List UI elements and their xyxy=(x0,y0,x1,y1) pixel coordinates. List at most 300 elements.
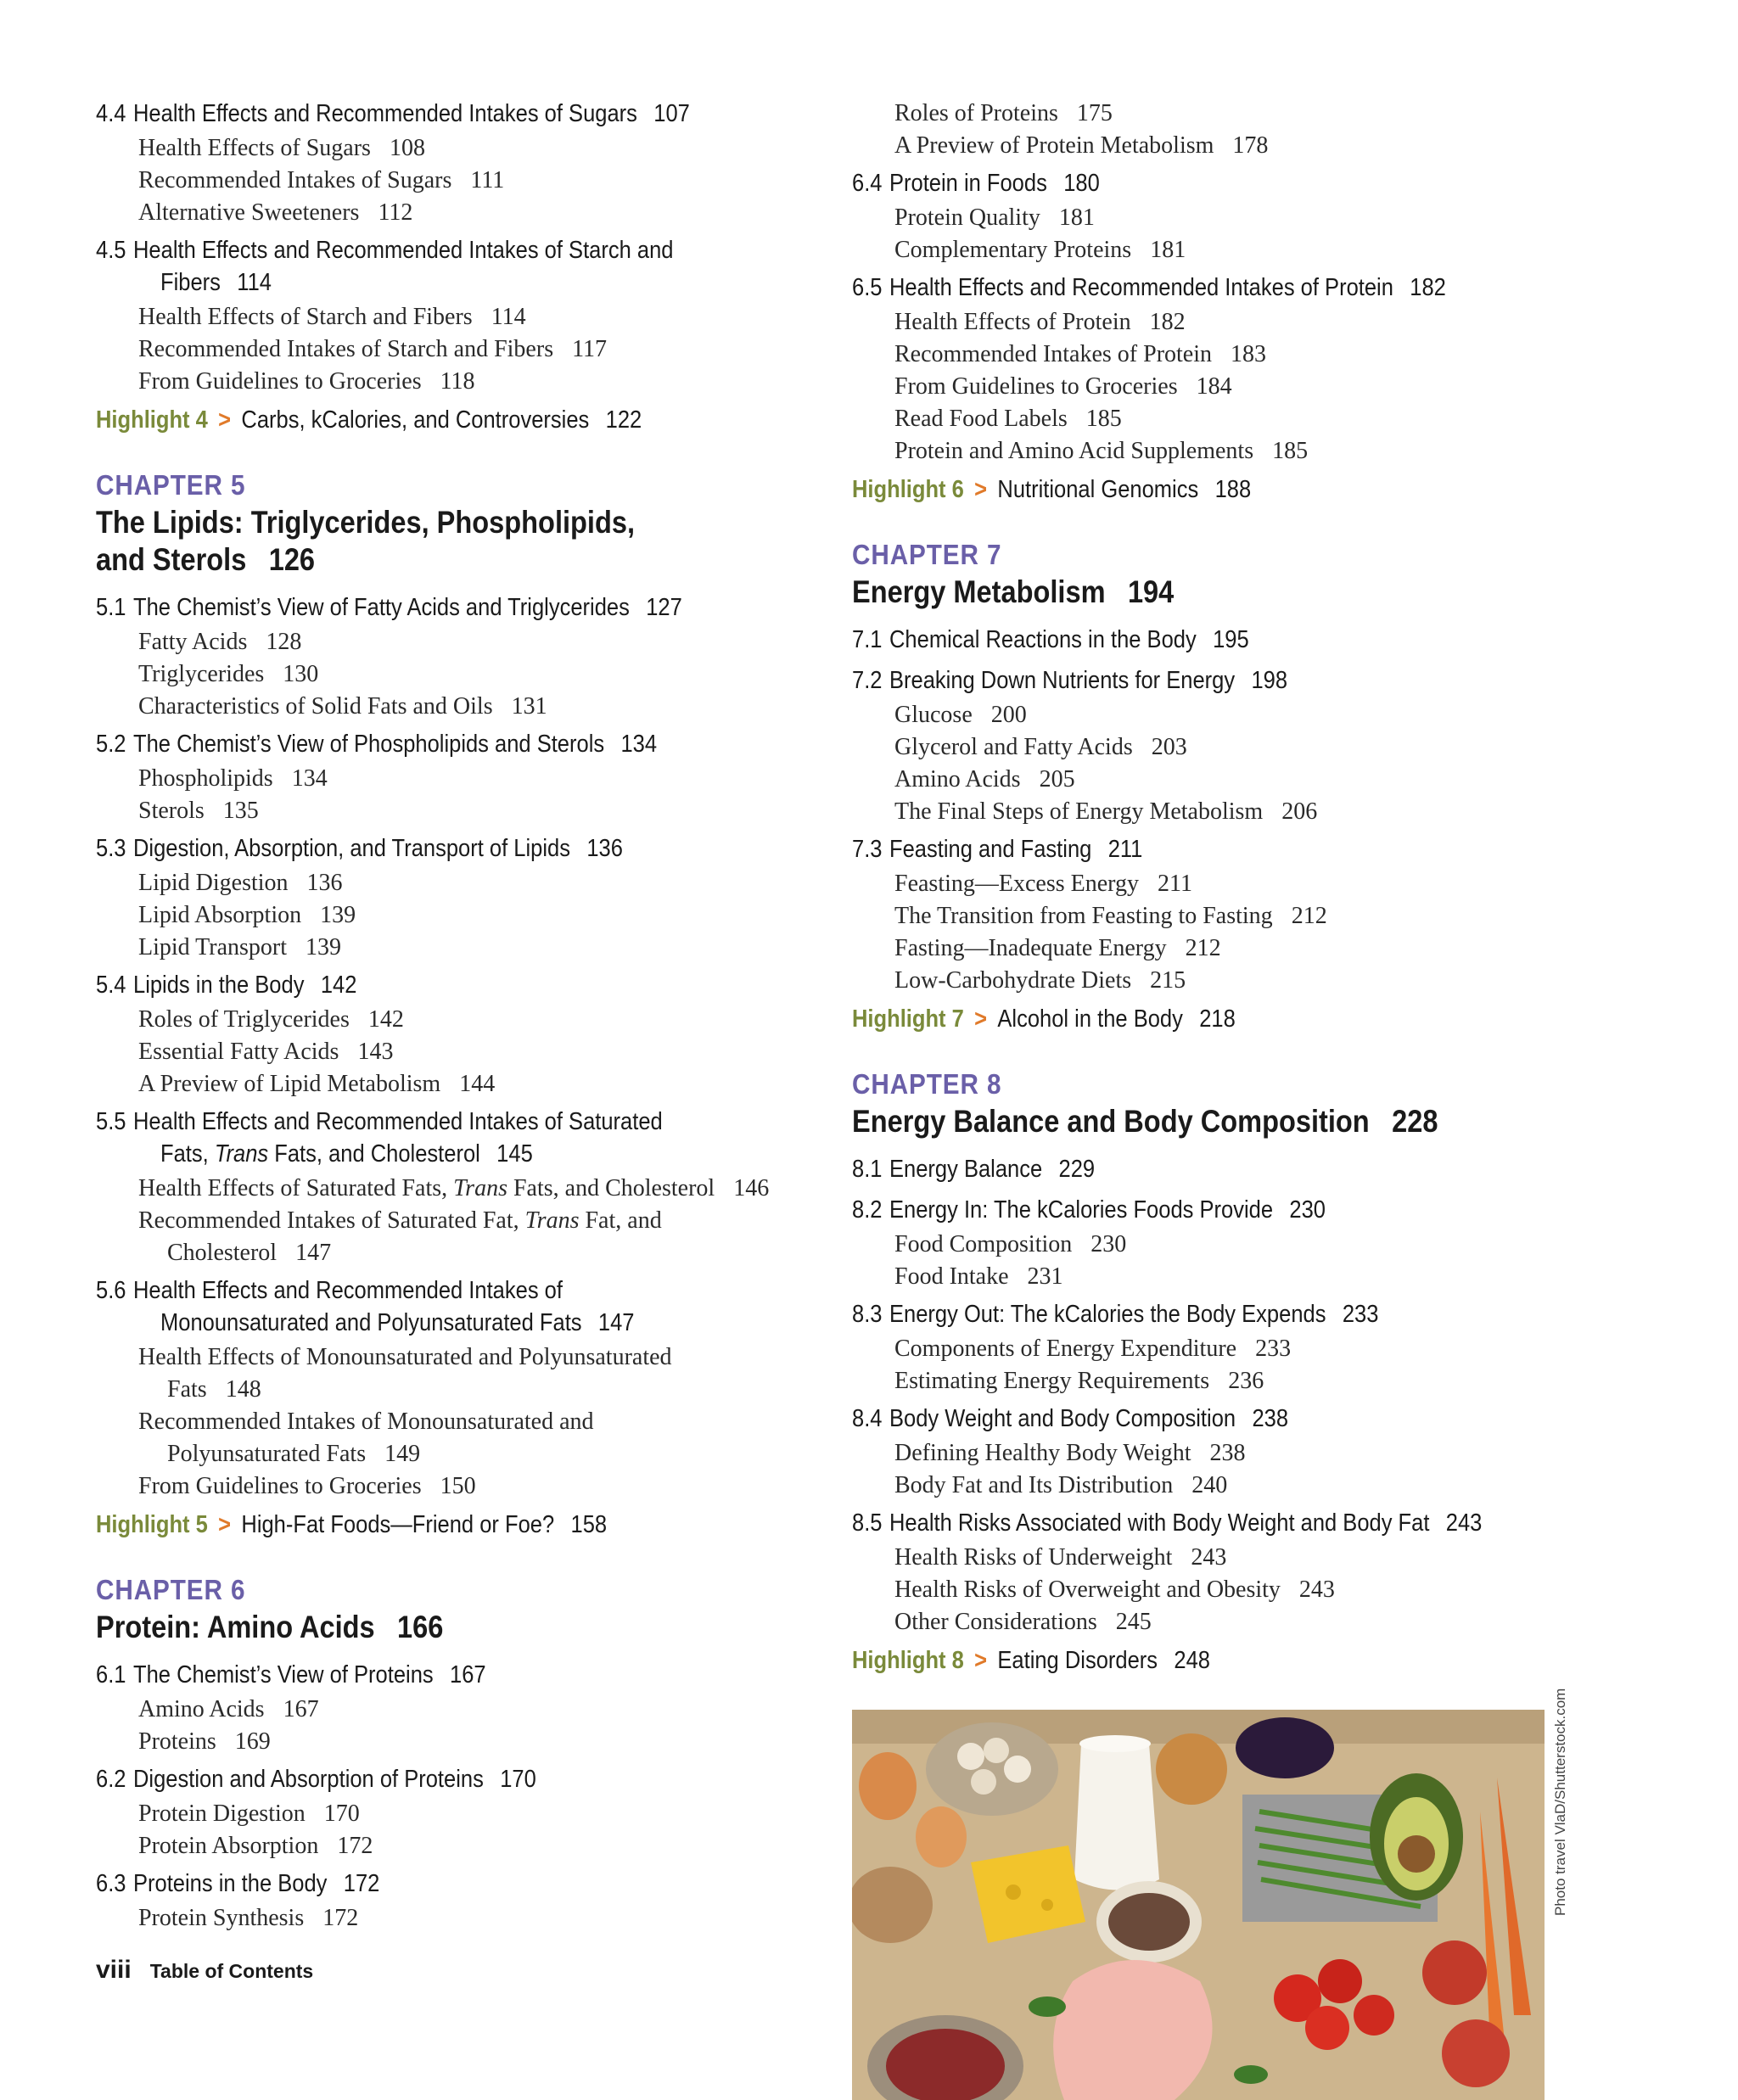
toc-subsection-entry[interactable] xyxy=(894,768,1075,792)
subsection-title: Glucose xyxy=(894,702,973,728)
page-number: 236 xyxy=(1228,1368,1264,1394)
subsection-title: Roles of Proteins xyxy=(894,100,1058,126)
page-number: 206 xyxy=(1281,798,1318,825)
page-number: 233 xyxy=(1255,1336,1292,1362)
page-number: 245 xyxy=(1115,1609,1152,1635)
subsection-title: Sterols xyxy=(138,798,205,824)
toc-subsection-entry[interactable] xyxy=(138,1834,373,1858)
page-number: 172 xyxy=(322,1905,359,1931)
page-number: 122 xyxy=(605,406,642,434)
section-number: 7.3 xyxy=(852,836,883,863)
section-title: Breaking Down Nutrients for Energy xyxy=(889,667,1236,694)
section-title: Lipids in the Body xyxy=(133,972,305,999)
subsection-title: Food Intake xyxy=(894,1263,1009,1290)
section-title: Protein in Foods xyxy=(889,170,1047,197)
toc-highlight-entry[interactable] xyxy=(96,1513,607,1537)
subsection-title: Recommended Intakes of Starch and Fibers xyxy=(138,336,554,362)
toc-subsection-entry[interactable] xyxy=(894,1474,1227,1498)
section-title: Monounsaturated and Polyunsaturated Fats xyxy=(160,1309,582,1336)
page-number: 243 xyxy=(1298,1576,1335,1603)
subsection-title: From Guidelines to Groceries xyxy=(894,373,1178,400)
toc-subsection-entry[interactable] xyxy=(138,338,607,361)
toc-section-entry-continued[interactable] xyxy=(160,271,272,295)
subsection-title: Recommended Intakes of Protein xyxy=(894,341,1213,367)
page-number: 136 xyxy=(586,835,623,862)
toc-subsection-entry[interactable] xyxy=(894,238,1186,262)
subsection-title: Fasting—Inadequate Energy xyxy=(894,935,1167,961)
subsection-title-part: Fat, and xyxy=(579,1207,662,1234)
subsection-title: Fatty Acids xyxy=(138,629,248,655)
subsection-title: Read Food Labels xyxy=(894,406,1068,432)
page-number: 127 xyxy=(646,594,682,621)
subsection-title: Phospholipids xyxy=(138,765,273,792)
subsection-title: Health Effects of Starch and Fibers xyxy=(138,304,473,330)
toc-subsection-entry[interactable] xyxy=(138,936,341,960)
section-number: 4.4 xyxy=(96,100,126,127)
section-title: Proteins in the Body xyxy=(133,1870,328,1897)
page-number: 243 xyxy=(1191,1544,1227,1571)
page-number: 108 xyxy=(389,135,425,161)
toc-subsection-entry[interactable] xyxy=(894,703,1027,727)
subsection-title: Polyunsaturated Fats xyxy=(167,1441,367,1467)
toc-section-entry[interactable] xyxy=(96,1767,536,1792)
subsection-title: Amino Acids xyxy=(894,766,1021,792)
section-title: Health Effects and Recommended Intakes of Protein xyxy=(889,274,1393,301)
page-number: 107 xyxy=(653,100,690,127)
page-footer xyxy=(96,1956,313,1985)
page-number: 188 xyxy=(1214,476,1252,503)
subsection-title: Defining Healthy Body Weight xyxy=(894,1440,1191,1466)
toc-subsection-entry[interactable] xyxy=(894,872,1192,896)
subsection-title: Alternative Sweeteners xyxy=(138,199,360,226)
toc-section-entry[interactable] xyxy=(852,1198,1326,1223)
section-number: 8.2 xyxy=(852,1196,883,1224)
running-footer-title: Table of Contents xyxy=(149,1960,314,1982)
subsection-title: Protein and Amino Acid Supplements xyxy=(894,438,1254,464)
section-title: Health Effects and Recommended Intakes of Saturated xyxy=(133,1108,663,1135)
page-number: 170 xyxy=(500,1766,536,1793)
page-number: 233 xyxy=(1342,1301,1379,1328)
section-number: 6.1 xyxy=(96,1661,126,1688)
section-number: 7.2 xyxy=(852,667,883,694)
chapter-title[interactable] xyxy=(852,576,1174,608)
toc-subsection-entry[interactable] xyxy=(138,1475,476,1498)
section-title: Energy In: The kCalories Foods Provide xyxy=(889,1196,1274,1224)
subsection-title: Essential Fatty Acids xyxy=(138,1039,339,1065)
section-title: Health Risks Associated with Body Weight and Body Fat xyxy=(889,1509,1430,1537)
toc-subsection-entry[interactable] xyxy=(138,1040,393,1064)
page-number: 147 xyxy=(597,1309,635,1336)
toc-section-entry[interactable] xyxy=(96,596,682,620)
subsection-title: Other Considerations xyxy=(894,1609,1097,1635)
page-number: 111 xyxy=(470,167,505,193)
page-number: 198 xyxy=(1251,667,1288,694)
toc-section-entry[interactable] xyxy=(852,628,1249,652)
subsection-title: Health Risks of Underweight xyxy=(894,1544,1173,1571)
toc-subsection-entry[interactable] xyxy=(138,904,356,927)
toc-subsection-entry[interactable] xyxy=(894,736,1187,759)
toc-subsection-entry[interactable] xyxy=(894,937,1221,960)
toc-subsection-entry[interactable] xyxy=(894,1233,1126,1257)
highlight-label: Highlight 6 xyxy=(852,476,964,503)
chapter-title-text: Protein: Amino Acids xyxy=(96,1610,375,1644)
highlight-title: Alcohol in the Body xyxy=(997,1005,1183,1033)
toc-subsection-entry[interactable] xyxy=(138,1008,404,1032)
page-number: 203 xyxy=(1151,734,1187,760)
toc-subsection-entry[interactable] xyxy=(138,1209,662,1233)
highlight-label: Highlight 7 xyxy=(852,1005,964,1033)
page-number: 248 xyxy=(1174,1647,1210,1674)
section-title-italic: Trans xyxy=(214,1140,269,1168)
subsection-title: Lipid Absorption xyxy=(138,902,302,928)
highlight-label: Highlight 5 xyxy=(96,1511,208,1538)
toc-subsection-entry[interactable] xyxy=(138,630,301,654)
toc-section-entry[interactable] xyxy=(852,837,1142,862)
page-number: 112 xyxy=(378,199,413,226)
toc-subsection-entry[interactable] xyxy=(894,343,1266,367)
toc-subsection-entry[interactable] xyxy=(894,440,1308,463)
toc-subsection-entry[interactable] xyxy=(894,134,1268,158)
page-number: 172 xyxy=(343,1870,380,1897)
chapter-label: CHAPTER 8 xyxy=(852,1068,1002,1100)
subsection-title: Cholesterol xyxy=(167,1240,278,1266)
toc-subsection-entry[interactable] xyxy=(894,1610,1152,1634)
section-title: Digestion and Absorption of Proteins xyxy=(133,1766,484,1793)
section-title: Digestion, Absorption, and Transport of Lipids xyxy=(133,835,570,862)
page-number: 167 xyxy=(450,1661,486,1688)
toc-subsection-entry[interactable] xyxy=(138,767,328,791)
chevron-right-icon: > xyxy=(974,476,988,503)
page-number: 130 xyxy=(283,661,319,687)
page-number: 183 xyxy=(1231,341,1267,367)
toc-subsection-entry[interactable] xyxy=(894,407,1122,431)
page-number: 238 xyxy=(1252,1405,1289,1432)
chapter-label: CHAPTER 6 xyxy=(96,1574,246,1605)
page-number: 229 xyxy=(1058,1156,1096,1183)
toc-subsection-entry[interactable] xyxy=(894,1546,1226,1570)
page-number: 181 xyxy=(1150,237,1186,263)
toc-subsection-entry[interactable] xyxy=(138,695,547,719)
toc-section-entry[interactable] xyxy=(96,973,356,998)
page-number: 238 xyxy=(1209,1440,1246,1466)
section-title: Health Effects and Recommended Intakes of xyxy=(133,1277,563,1304)
toc-subsection-entry[interactable] xyxy=(894,800,1317,824)
subsection-title: Health Risks of Overweight and Obesity xyxy=(894,1576,1281,1603)
food-photo-illustration xyxy=(852,1710,1545,2100)
subsection-title: Lipid Transport xyxy=(138,934,288,960)
toc-subsection-entry[interactable] xyxy=(138,201,412,225)
toc-subsection-entry[interactable] xyxy=(894,1265,1063,1289)
highlight-title: Nutritional Genomics xyxy=(997,476,1199,503)
page-number: 128 xyxy=(266,629,302,655)
chapter-title[interactable] xyxy=(96,507,635,538)
page-number: 139 xyxy=(320,902,356,928)
toc-subsection-entry[interactable] xyxy=(894,206,1095,230)
page-number: 117 xyxy=(572,336,608,362)
toc-highlight-entry[interactable] xyxy=(852,478,1251,502)
page-number: 243 xyxy=(1445,1509,1483,1537)
section-number: 8.3 xyxy=(852,1301,883,1328)
page-number: 195 xyxy=(1213,626,1249,653)
toc-subsection-entry[interactable] xyxy=(894,311,1186,334)
chapter-title[interactable] xyxy=(852,1106,1438,1137)
subsection-title: Components of Energy Expenditure xyxy=(894,1336,1237,1362)
section-title: Health Effects and Recommended Intakes of Sugars xyxy=(133,100,637,127)
toc-subsection-entry[interactable] xyxy=(138,1698,319,1722)
section-title: Fibers xyxy=(160,269,221,296)
toc-subsection-entry[interactable] xyxy=(894,102,1113,126)
toc-subsection-entry[interactable] xyxy=(138,137,425,160)
page-number: 205 xyxy=(1039,766,1075,792)
subsection-title: Protein Quality xyxy=(894,204,1040,231)
page-number: 194 xyxy=(1127,574,1175,609)
toc-section-entry[interactable] xyxy=(96,837,623,861)
page-number: 145 xyxy=(496,1140,533,1168)
section-number: 8.5 xyxy=(852,1509,883,1537)
chevron-right-icon: > xyxy=(974,1005,988,1033)
toc-subsection-entry[interactable] xyxy=(138,1802,360,1826)
food-photo xyxy=(852,1710,1545,2100)
subsection-title: Recommended Intakes of Monounsaturated and xyxy=(138,1408,594,1435)
photo-credit: Photo travel VlaD/Shutterstock.com xyxy=(1552,1688,1568,1916)
section-number: 5.5 xyxy=(96,1108,126,1135)
subsection-title: A Preview of Lipid Metabolism xyxy=(138,1071,441,1097)
highlight-label: Highlight 8 xyxy=(852,1647,964,1674)
highlight-title: High-Fat Foods—Friend or Foe? xyxy=(241,1511,555,1538)
chevron-right-icon: > xyxy=(218,1511,232,1538)
highlight-title: Eating Disorders xyxy=(997,1647,1158,1674)
page-number: 114 xyxy=(491,304,526,330)
toc-section-entry[interactable] xyxy=(852,669,1287,693)
toc-subsection-entry[interactable] xyxy=(894,904,1327,928)
page-number: 135 xyxy=(222,798,259,824)
chapter-title[interactable] xyxy=(96,544,315,575)
page-number: 185 xyxy=(1085,406,1122,432)
page-number: 172 xyxy=(337,1833,373,1859)
page-number: 166 xyxy=(397,1610,444,1644)
subsection-title: Characteristics of Solid Fats and Oils xyxy=(138,693,493,720)
toc-section-entry[interactable] xyxy=(96,732,657,757)
toc-subsection-entry-continued[interactable] xyxy=(167,1241,331,1265)
page-number: 142 xyxy=(320,972,357,999)
page-number: 240 xyxy=(1191,1472,1228,1498)
page-number: 169 xyxy=(234,1728,271,1755)
toc-section-entry[interactable] xyxy=(852,171,1100,196)
page-number: 118 xyxy=(440,368,475,395)
chapter-label: CHAPTER 5 xyxy=(96,469,246,501)
page-number: 146 xyxy=(733,1175,770,1201)
highlight-label: Highlight 4 xyxy=(96,406,208,434)
toc-section-entry[interactable] xyxy=(852,1407,1288,1431)
toc-section-entry-continued[interactable] xyxy=(160,1142,533,1167)
subsection-title: Recommended Intakes of Sugars xyxy=(138,167,452,193)
page-number: 134 xyxy=(620,731,658,758)
page-number: 211 xyxy=(1107,836,1143,863)
page-number: 134 xyxy=(291,765,328,792)
toc-subsection-entry-continued[interactable] xyxy=(167,1442,420,1466)
subsection-title: Glycerol and Fatty Acids xyxy=(894,734,1133,760)
page-number: 139 xyxy=(306,934,342,960)
toc-subsection-entry[interactable] xyxy=(138,1730,271,1754)
subsection-title: Health Effects of Protein xyxy=(894,309,1131,335)
toc-section-entry[interactable] xyxy=(852,1302,1378,1327)
page-number: 136 xyxy=(306,870,343,896)
toc-subsection-entry-continued[interactable] xyxy=(167,1378,261,1402)
toc-highlight-entry[interactable] xyxy=(852,1649,1210,1673)
section-title-part: Fats, xyxy=(160,1140,215,1168)
toc-subsection-entry[interactable] xyxy=(138,1177,769,1201)
chapter-title-text: Energy Metabolism xyxy=(852,574,1106,609)
section-number: 5.4 xyxy=(96,972,126,999)
toc-section-entry[interactable] xyxy=(852,1157,1095,1182)
page-number: 182 xyxy=(1410,274,1446,301)
subsection-title: Food Composition xyxy=(894,1231,1073,1257)
toc-subsection-entry[interactable] xyxy=(894,1442,1246,1465)
page-number: 150 xyxy=(440,1473,476,1499)
toc-section-entry[interactable] xyxy=(96,1110,663,1134)
page-number: 180 xyxy=(1063,170,1100,197)
toc-subsection-entry[interactable] xyxy=(138,1907,358,1930)
toc-section-entry[interactable] xyxy=(96,102,690,126)
section-title-part: Fats, and Cholesterol xyxy=(268,1140,480,1168)
toc-section-entry[interactable] xyxy=(96,1663,486,1688)
subsection-title-italic: Trans xyxy=(524,1207,580,1234)
subsection-title: Health Effects of Sugars xyxy=(138,135,371,161)
chapter-title-text: Energy Balance and Body Composition xyxy=(852,1104,1370,1139)
subsection-title: Amino Acids xyxy=(138,1696,265,1722)
toc-section-entry[interactable] xyxy=(96,1279,563,1303)
page-number: 212 xyxy=(1185,935,1221,961)
section-number: 5.2 xyxy=(96,731,126,758)
toc-subsection-entry[interactable] xyxy=(138,305,526,329)
subsection-title: Protein Digestion xyxy=(138,1800,306,1827)
chapter-title[interactable] xyxy=(96,1611,443,1643)
page-number: 170 xyxy=(323,1800,360,1827)
section-number: 6.5 xyxy=(852,274,883,301)
page-number: 218 xyxy=(1199,1005,1236,1033)
section-title: The Chemist’s View of Phospholipids and Sterols xyxy=(133,731,605,758)
highlight-title: Carbs, kCalories, and Controversies xyxy=(241,406,590,434)
page-number: 228 xyxy=(1392,1104,1438,1139)
toc-subsection-entry[interactable] xyxy=(138,1346,672,1369)
toc-highlight-entry[interactable] xyxy=(852,1007,1236,1032)
toc-section-entry[interactable] xyxy=(96,1872,379,1896)
chapter-title-text: The Lipids: Triglycerides, Phospholipids, xyxy=(96,505,636,540)
section-number: 6.4 xyxy=(852,170,883,197)
subsection-title: Proteins xyxy=(138,1728,216,1755)
toc-subsection-entry[interactable] xyxy=(138,169,504,193)
page-number: 182 xyxy=(1149,309,1186,335)
subsection-title: Fats xyxy=(167,1376,207,1403)
section-number: 7.1 xyxy=(852,626,883,653)
subsection-title: Lipid Digestion xyxy=(138,870,289,896)
section-number: 6.3 xyxy=(96,1870,126,1897)
subsection-title: Estimating Energy Requirements xyxy=(894,1368,1210,1394)
page-number: viii xyxy=(96,1956,132,1984)
section-number: 6.2 xyxy=(96,1766,126,1793)
page-number: 184 xyxy=(1196,373,1232,400)
page-number: 148 xyxy=(225,1376,261,1403)
toc-subsection-entry[interactable] xyxy=(894,1369,1264,1393)
toc-section-entry-continued[interactable] xyxy=(160,1311,634,1336)
toc-subsection-entry[interactable] xyxy=(894,1578,1335,1602)
subsection-title: Low-Carbohydrate Diets xyxy=(894,967,1132,994)
subsection-title-italic: Trans xyxy=(453,1175,507,1201)
subsection-title: From Guidelines to Groceries xyxy=(138,1473,422,1499)
page-number: 158 xyxy=(570,1511,608,1538)
toc-section-entry[interactable] xyxy=(852,276,1446,300)
section-number: 5.6 xyxy=(96,1277,126,1304)
section-title: Health Effects and Recommended Intakes of Starch and xyxy=(133,237,674,264)
toc-subsection-entry[interactable] xyxy=(138,799,259,823)
section-title: The Chemist’s View of Proteins xyxy=(133,1661,434,1688)
toc-section-entry[interactable] xyxy=(96,238,673,263)
subsection-title: Protein Synthesis xyxy=(138,1905,305,1931)
section-title: Feasting and Fasting xyxy=(889,836,1092,863)
subsection-title: The Transition from Feasting to Fasting xyxy=(894,903,1273,929)
section-number: 8.1 xyxy=(852,1156,883,1183)
toc-subsection-entry[interactable] xyxy=(894,375,1232,399)
subsection-title: Feasting—Excess Energy xyxy=(894,871,1139,897)
subsection-title: The Final Steps of Energy Metabolism xyxy=(894,798,1264,825)
section-number: 5.1 xyxy=(96,594,126,621)
section-number: 5.3 xyxy=(96,835,126,862)
chevron-right-icon: > xyxy=(974,1647,988,1674)
subsection-title: A Preview of Protein Metabolism xyxy=(894,132,1214,159)
toc-highlight-entry[interactable] xyxy=(96,408,642,433)
section-title: Chemical Reactions in the Body xyxy=(889,626,1197,653)
section-title: Energy Balance xyxy=(889,1156,1043,1183)
page-number: 143 xyxy=(357,1039,394,1065)
page-number: 212 xyxy=(1291,903,1327,929)
toc-section-entry[interactable] xyxy=(852,1511,1482,1536)
page-number: 230 xyxy=(1090,1231,1127,1257)
page-number: 131 xyxy=(511,693,547,720)
page-number: 114 xyxy=(237,269,272,296)
page-number: 200 xyxy=(990,702,1027,728)
page-number: 144 xyxy=(459,1071,496,1097)
section-title: The Chemist’s View of Fatty Acids and Triglycerides xyxy=(133,594,630,621)
page-number: 178 xyxy=(1232,132,1269,159)
subsection-title: Protein Absorption xyxy=(138,1833,319,1859)
subsection-title: Health Effects of Monounsaturated and Polyunsaturated xyxy=(138,1344,672,1370)
section-number: 4.5 xyxy=(96,237,126,264)
subsection-title-part: Recommended Intakes of Saturated Fat, xyxy=(138,1207,525,1234)
toc-subsection-entry[interactable] xyxy=(894,1337,1291,1361)
subsection-title-part: Health Effects of Saturated Fats, xyxy=(138,1175,454,1201)
page-number: 215 xyxy=(1150,967,1186,994)
subsection-title: Complementary Proteins xyxy=(894,237,1132,263)
toc-subsection-entry[interactable] xyxy=(138,1410,594,1434)
section-title: Body Weight and Body Composition xyxy=(889,1405,1236,1432)
page-number: 230 xyxy=(1289,1196,1326,1224)
toc-subsection-entry[interactable] xyxy=(138,370,475,394)
section-title: Energy Out: The kCalories the Body Expends xyxy=(889,1301,1326,1328)
page-number: 181 xyxy=(1058,204,1095,231)
page-number: 185 xyxy=(1272,438,1309,464)
page-number: 175 xyxy=(1076,100,1113,126)
page-number: 126 xyxy=(268,542,316,577)
subsection-title: Roles of Triglycerides xyxy=(138,1006,350,1033)
toc-subsection-entry[interactable] xyxy=(894,969,1186,993)
chapter-title-text: and Sterols xyxy=(96,542,247,577)
toc-subsection-entry[interactable] xyxy=(138,871,343,895)
toc-subsection-entry[interactable] xyxy=(138,1072,495,1096)
toc-subsection-entry[interactable] xyxy=(138,663,318,686)
chevron-right-icon: > xyxy=(218,406,232,434)
subsection-title-part: Fats, and Cholesterol xyxy=(507,1175,715,1201)
page-number: 147 xyxy=(295,1240,332,1266)
